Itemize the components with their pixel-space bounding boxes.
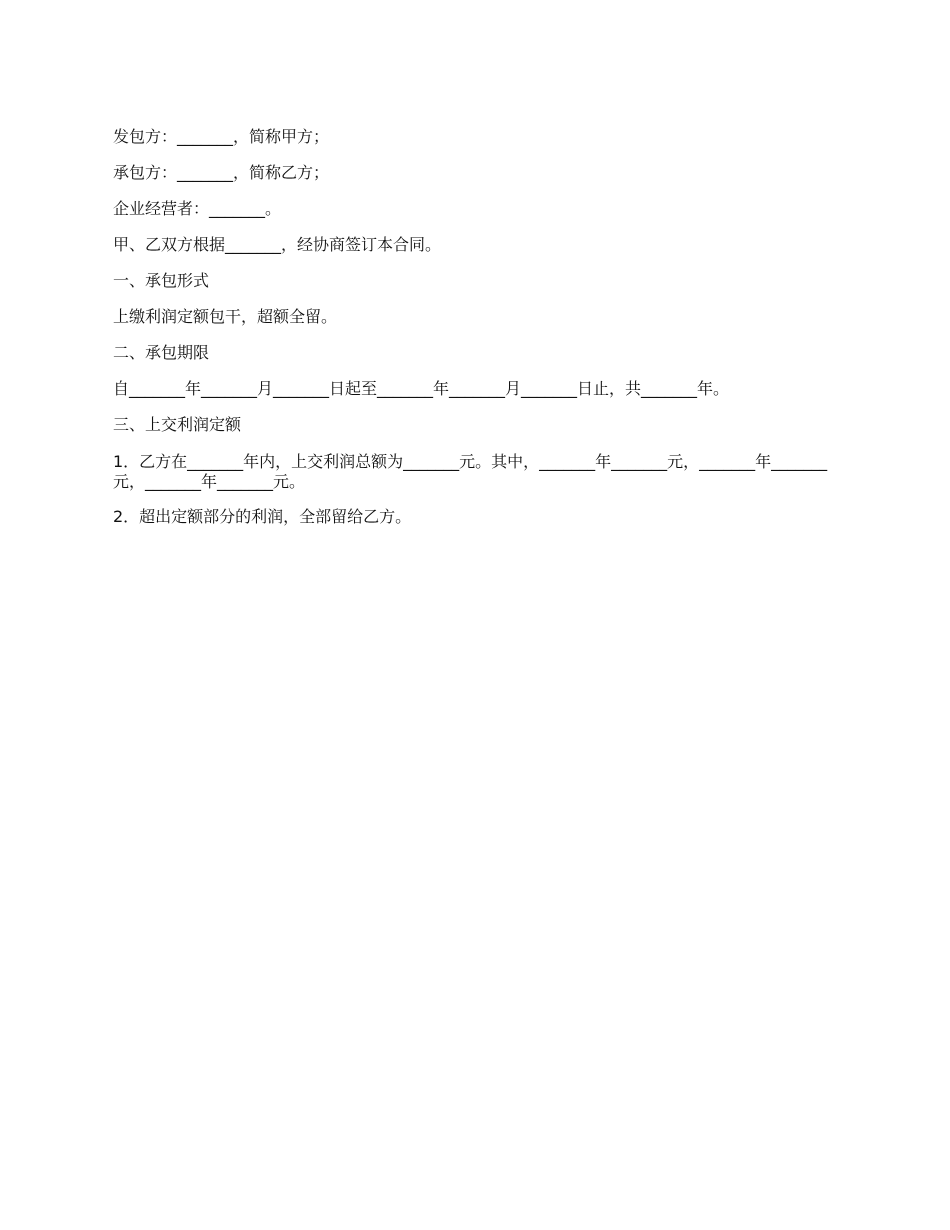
profit-quota-item-1: 1．乙方在_______年内，上交利润总额为_______元。其中，_______年_______元，_______年_______元，_______年_______元。 — [113, 452, 828, 491]
section-heading-contract-form: 一、承包形式 — [113, 271, 210, 290]
operator-line: 企业经营者：_______。 — [113, 199, 282, 218]
profit-quota-item-2: 2．超出定额部分的利润，全部留给乙方。 — [113, 507, 412, 526]
contract-term-text: 自_______年_______月_______日起至_______年_______月_______日止，共_______年。 — [113, 379, 730, 398]
agreement-basis-line: 甲、乙双方根据_______，经协商签订本合同。 — [113, 235, 442, 254]
contract-form-text: 上缴利润定额包干，超额全留。 — [113, 307, 338, 326]
party-b-line: 承包方：_______，简称乙方； — [113, 163, 330, 182]
party-a-line: 发包方：_______，简称甲方； — [113, 127, 330, 146]
section-heading-profit-quota: 三、上交利润定额 — [113, 415, 242, 434]
contract-body — [113, 124, 833, 540]
section-heading-contract-term: 二、承包期限 — [113, 343, 210, 362]
